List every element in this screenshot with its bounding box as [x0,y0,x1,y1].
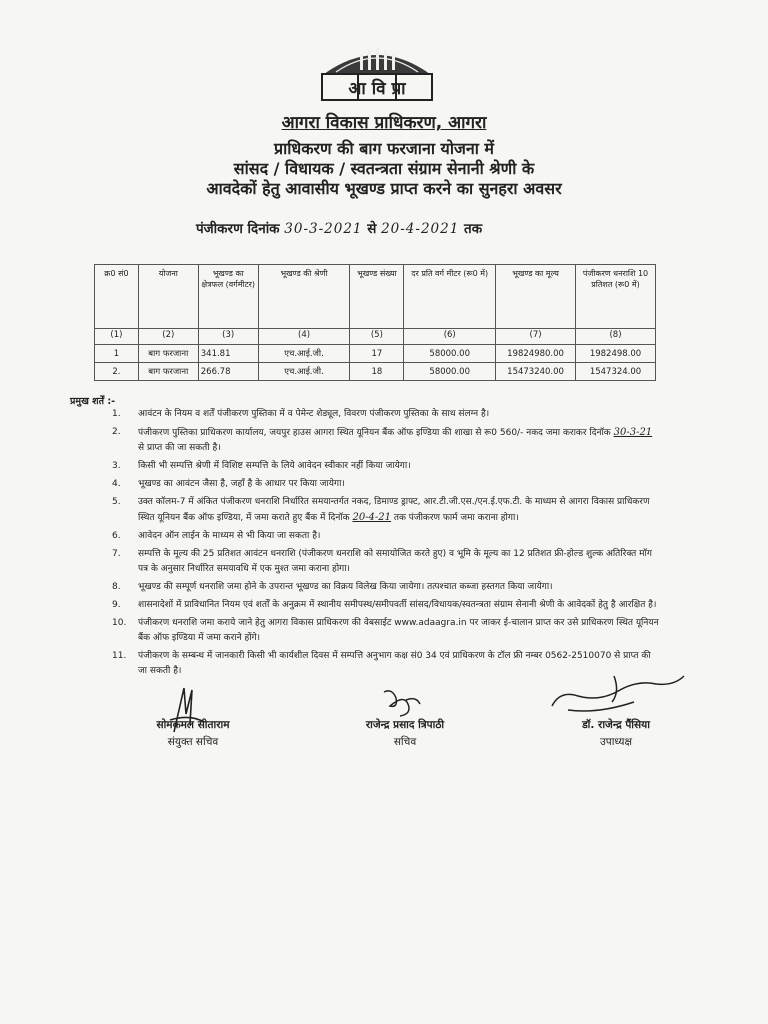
condition-item [112,547,660,577]
column-number: (2) [138,329,198,345]
condition-text: पंजीकरण पुस्तिका प्राधिकरण कार्यालय, जयपुर हाउस आगरा स्थित यूनियन बैंक ऑफ इण्डिया की शाखा से रू0 560/- नकद जमा कराकर दिनॉक [138,428,611,438]
table-header-row [95,265,656,329]
table-header-cell: भूखण्ड की श्रेणी [258,265,350,329]
table-column-number-row [95,329,656,345]
column-number: (7) [496,329,576,345]
heading-line-1: प्राधिकरण की बाग फरजाना योजना में [273,139,494,158]
table-cell: 1 [95,345,139,363]
signatory-3 [536,718,696,749]
table-cell: बाग फरजाना [138,363,198,381]
signatory-2 [318,718,492,749]
signatory-designation: उपाध्यक्ष [599,736,632,748]
condition-number: 9. [112,600,121,610]
condition-item [112,477,660,492]
table-cell: एच.आई.जी. [258,363,350,381]
table-header-cell: पंजीकरण धनराशि 10 प्रतिशत (रू0 में) [576,265,656,329]
condition-number: 4. [112,479,121,489]
table-cell: एच.आई.जी. [258,345,350,363]
table-row [95,345,656,363]
condition-text: किसी भी सम्पत्ति श्रेणी में विशिष्ट सम्पत्ति के लिये आवेदन स्वीकार नहीं किया जायेगा। [138,461,411,471]
table-header-cell: योजना [138,265,198,329]
condition-text: से प्राप्त की जा सकती है। [138,443,221,453]
table-cell: 1982498.00 [576,345,656,363]
conditions-list [112,407,660,682]
condition-item [112,598,660,613]
registration-to-date: 20-4-2021 [381,221,460,237]
condition-text: सम्पत्ति के मूल्य की 25 प्रतिशत आवंटन धनराशि (पंजीकरण धनराशि को समायोजित करते हुए) व भूमि के मूल्य का 12 प्रतिशत फ्री-होल्ड शुल्क अतिरिक्त मॉग पत्र के अनुसार निर्धारित समयावधि में एक मुश्त जमा कराना होगा। [138,549,652,574]
condition-number: 11. [112,651,127,661]
table-cell: 2. [95,363,139,381]
condition-text: भूखण्ड का आवंटन जैसा है, जहाँ है के आधार पर किया जायेगा। [138,479,345,489]
column-number: (5) [350,329,404,345]
condition-text: तक पंजीकरण फार्म जमा कराना होगा। [393,513,519,523]
column-number: (6) [404,329,496,345]
table-header-cell: भूखण्ड का क्षेत्रफल (वर्गमीटर) [198,265,258,329]
column-number: (4) [258,329,350,345]
table-cell: बाग फरजाना [138,345,198,363]
table-cell: 19824980.00 [496,345,576,363]
table-cell: 58000.00 [404,363,496,381]
condition-number: 2. [112,427,121,437]
condition-item [112,495,660,526]
table-header-cell: क्र0 सं0 [95,265,139,329]
condition-number: 7. [112,549,121,559]
signatory-designation: सचिव [393,736,417,748]
signatory-1 [108,718,278,749]
column-number: (1) [95,329,139,345]
condition-item [112,529,660,544]
logo-text: आ वि प्रा [348,79,406,99]
signatory-name: राजेन्द्र प्रसाद त्रिपाठी [365,719,445,731]
condition-date: 30-3-21 [613,427,653,438]
table-cell: 58000.00 [404,345,496,363]
condition-number: 8. [112,582,121,592]
registration-from-date: 30-3-2021 [284,221,363,237]
condition-text: आवेदन ऑन लाईन के माध्यम से भी किया जा सकता है। [138,531,321,541]
condition-number: 10. [112,618,127,628]
table-cell: 1547324.00 [576,363,656,381]
adp-emblem-icon [316,40,438,102]
table-header-cell: दर प्रति वर्ग मीटर (रू0 में) [404,265,496,329]
condition-number: 6. [112,531,121,541]
signature-scribble-icon [538,672,688,720]
table-cell: 266.78 [198,363,258,381]
condition-number: 3. [112,461,121,471]
condition-item [112,425,660,456]
condition-text: शासनादेशों में प्राविधानित नियम एवं शर्तों के अनुक्रम में स्थानीय समीपस्थ/समीपवर्ती सांसद/विधायक/स्वतन्त्रता संग्राम सेनानी श्रेणी के आवेदकों हेतु है आरक्षित है। [138,600,657,610]
heading-line-2: सांसद / विधायक / स्वतन्त्रता संग्राम सेनानी श्रेणी के [233,159,535,178]
condition-item [112,616,660,646]
table-row [95,363,656,381]
conditions-title: प्रमुख शर्तें :- [70,396,116,407]
condition-text: उक्त कॉलम-7 में अंकित पंजीकरण धनराशि निर्धारित समयान्तर्गत नकद, डिमाण्ड ड्राफ्ट, आर.टी.जी.एस./एन.ई.एफ.टी. के माध्यम से आगरा विकास प्राधिकरण स्थित यूनियन बैंक ऑफ इण्डिया, में जमा कराते हुए बैंक में दिनॉक [138,497,650,523]
signatory-name: सोमकमल सीताराम [156,719,230,731]
condition-item [112,407,660,422]
condition-text: पंजीकरण के सम्बन्ध में जानकारी किसी भी कार्यशील दिवस में सम्पत्ति अनुभाग कक्ष सं0 34 एवं प्राधिकरण के टॉल फ्री नम्बर 0562-2510070 से प्राप्त की जा सकती है। [138,651,651,676]
plot-table [94,264,656,381]
signatory-name: डॉ. राजेन्द्र पैंसिया [582,719,650,731]
column-number: (3) [198,329,258,345]
signatory-designation: संयुक्त सचिव [167,736,219,748]
registration-suffix: तक [464,221,483,237]
signature-scribble-icon [378,686,424,720]
column-number: (8) [576,329,656,345]
registration-period [196,219,482,237]
table-header-cell: भूखण्ड का मूल्य [496,265,576,329]
condition-number: 5. [112,497,121,507]
condition-date: 20-4-21 [352,512,392,523]
condition-text: भूखण्ड की सम्पूर्ण धनराशि जमा होने के उपरान्त भूखण्ड का विक्रय विलेख किया जायेगा। तत्पश्चात कब्जा हस्तगत किया जायेगा। [138,582,553,592]
table-cell: 341.81 [198,345,258,363]
table-header-cell: भूखण्ड संख्या [350,265,404,329]
org-title: आगरा विकास प्राधिकरण, आगरा [281,113,487,133]
heading-line-3: आवदेकों हेतु आवासीय भूखण्ड प्राप्त करने का सुनहरा अवसर [206,179,562,198]
condition-number: 1. [112,409,121,419]
condition-text: आवंटन के नियम व शर्तें पंजीकरण पुस्तिका में व पेमेन्ट शेड्यूल, विवरण पंजीकरण पुस्तिका के साथ संलग्न है। [138,409,490,419]
condition-item [112,459,660,474]
table-cell: 15473240.00 [496,363,576,381]
registration-sep: से [367,221,377,237]
condition-text: पंजीकरण धनराशि जमा कराये जाने हेतु आगरा विकास प्राधिकरण की वेबसाईट www.adaagra.in पर जाकर ई-चालान प्राप्त कर उसे प्राधिकरण स्थित यूनियन बैंक ऑफ इण्डिया में जमा कराने होंगे। [138,618,659,643]
condition-item [112,580,660,595]
table-cell: 18 [350,363,404,381]
table-cell: 17 [350,345,404,363]
registration-label: पंजीकरण दिनांक [196,221,280,237]
